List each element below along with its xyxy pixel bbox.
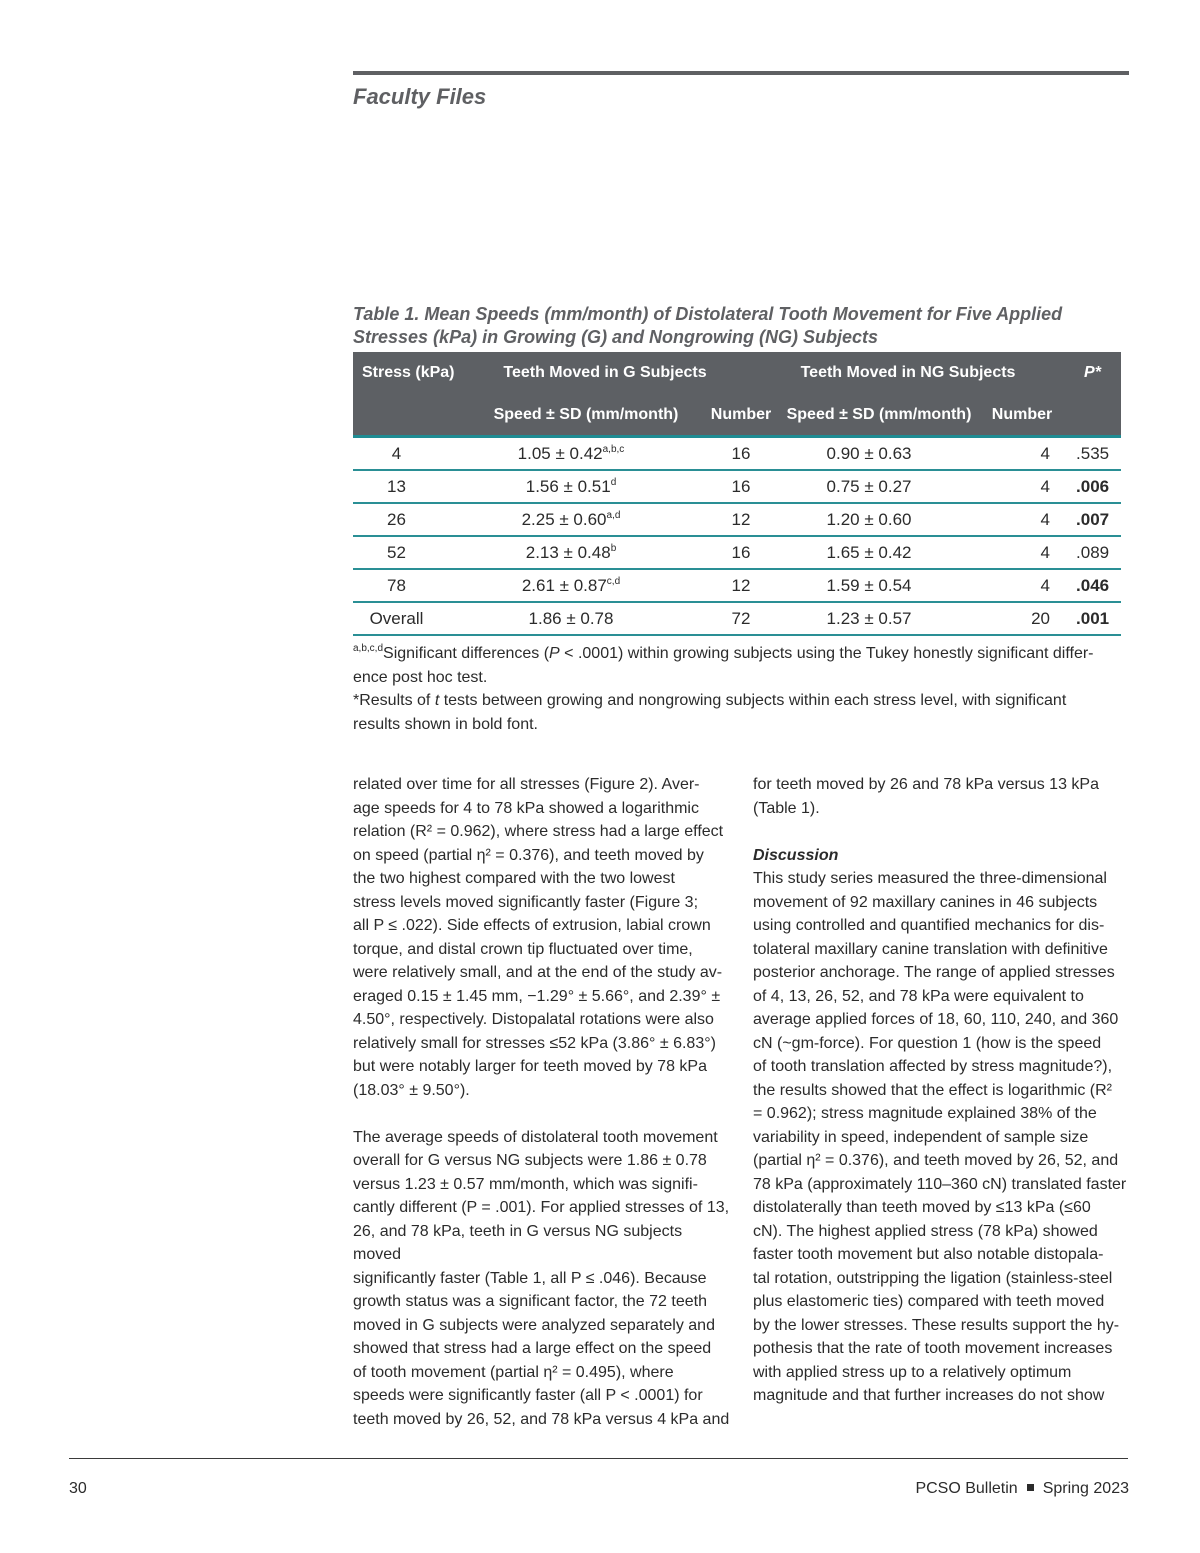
text-line: 78 kPa (approximately 110–360 cN) translated faster — [753, 1175, 1127, 1193]
cell-ng-speed: 1.59 ± 0.54 — [780, 569, 978, 602]
table-subheader-row — [353, 394, 1121, 437]
section-title: Faculty Files — [353, 84, 487, 109]
table-footnotes — [353, 642, 1123, 736]
cell-ng-number: 4 — [978, 437, 1066, 471]
text-line: (Table 1). — [753, 799, 820, 817]
cell-g-speed: 1.86 ± 0.78 — [470, 602, 702, 635]
text-line: magnitude and that further increases do not show — [753, 1387, 1105, 1404]
text-line: movement of 92 maxillary canines in 46 subjects — [753, 893, 1098, 911]
speeds-table — [353, 352, 1121, 636]
cell-ng-number: 20 — [978, 602, 1066, 635]
subheader-blank — [353, 394, 470, 437]
header-g-subjects: Teeth Moved in G Subjects — [503, 364, 707, 381]
text-line: age speeds for 4 to 78 kPa showed a logarithmic — [353, 799, 699, 817]
right-column-intro — [753, 773, 1131, 820]
text-line: average applied forces of 18, 60, 110, 240, and 360 — [753, 1011, 1119, 1028]
top-rule — [353, 71, 1129, 75]
text-line: pothesis that the rate of tooth movement increases — [753, 1340, 1113, 1357]
cell-ng-speed: 1.23 ± 0.57 — [780, 602, 978, 635]
text-line: speeds were significantly faster (all P < .0001) for — [353, 1387, 703, 1404]
text-line: = 0.962); stress magnitude explained 38% of the — [753, 1105, 1097, 1122]
subheader-ng-number: Number — [978, 394, 1066, 437]
text-line: eraged 0.15 ± 1.45 mm, −1.29° ± 5.66°, and 2.39° ± — [353, 987, 721, 1005]
table-header-row — [353, 352, 1121, 394]
cell-stress: 26 — [353, 503, 470, 536]
table-row — [353, 569, 1121, 602]
footnote-t-tests: *Results of t tests between growing and nongrowing subjects within each stress level, with significant results shown in bold font. — [353, 692, 1067, 733]
subheader-ng-speed: Speed ± SD (mm/month) — [780, 394, 978, 437]
text-line: torque, and distal crown tip fluctuated over time, — [353, 940, 693, 958]
text-line: related over time for all stresses (Figure 2). Aver- — [353, 776, 700, 793]
cell-stress: 13 — [353, 470, 470, 503]
page-number: 30 — [69, 1480, 87, 1497]
text-line: using controlled and quantified mechanics for dis- — [753, 917, 1105, 934]
cell-ng-number: 4 — [978, 470, 1066, 503]
text-line: distolaterally than teeth moved by ≤13 kPa (≤60 — [753, 1199, 1091, 1216]
text-line: cN). The highest applied stress (78 kPa) showed — [753, 1222, 1098, 1240]
square-bullet-icon — [1027, 1484, 1034, 1491]
text-line: 4.50°, respectively. Distopalatal rotations were also — [353, 1011, 714, 1028]
cell-ng-speed: 1.20 ± 0.60 — [780, 503, 978, 536]
text-line: variability in speed, independent of sample size — [753, 1128, 1089, 1146]
header-stress: Stress (kPa) — [362, 364, 455, 381]
cell-g-speed: $2.25 \pm 0.60^{a,d}$ — [470, 503, 702, 536]
cell-stress: 4 — [353, 437, 470, 471]
discussion-heading: Discussion — [753, 846, 839, 864]
text-line: the two highest compared with the two lowest — [353, 870, 675, 887]
discussion-body — [753, 867, 1131, 1408]
text-line: cantly different (P = .001). For applied stresses of 13, — [353, 1199, 730, 1216]
cell-g-number: 16 — [702, 437, 780, 471]
cell-p: .089 — [1066, 536, 1121, 569]
text-line: showed that stress had a large effect on the speed — [353, 1340, 712, 1357]
footer-publication: PCSO Bulletin Spring 2023 — [915, 1480, 1129, 1497]
cell-g-speed: 2.13 ± 0.48$^b$ — [470, 536, 702, 569]
cell-ng-number: 4 — [978, 503, 1066, 536]
text-line: significantly faster (Table 1, all P ≤ .046). Because — [353, 1269, 707, 1287]
text-line: all P ≤ .022). Side effects of extrusion, labial crown — [353, 917, 711, 934]
text-line: with applied stress up to a relatively optimum — [753, 1363, 1072, 1381]
cell-stress: Overall — [353, 602, 470, 635]
text-line: teeth moved by 26, 52, and 78 kPa versus 4 kPa and — [353, 1410, 730, 1428]
text-line: versus 1.23 ± 0.57 mm/month, which was signifi- — [353, 1175, 698, 1193]
cell-ng-number: 4 — [978, 569, 1066, 602]
text-line: overall for G versus NG subjects were 1.86 ± 0.78 — [353, 1152, 707, 1169]
text-line: tal rotation, outstripping the ligation (stainless-steel — [753, 1269, 1113, 1287]
text-line: were relatively small, and at the end of the study av- — [353, 964, 723, 981]
text-line: stress levels moved significantly faster (Figure 3; — [353, 893, 699, 911]
cell-ng-speed: 0.75 ± 0.27 — [780, 470, 978, 503]
text-line: (18.03° ± 9.50°). — [353, 1081, 470, 1099]
cell-g-number: 16 — [702, 470, 780, 503]
text-line: 26, and 78 kPa, teeth in G versus NG subjects moved — [353, 1222, 683, 1263]
header-p: P* — [1084, 364, 1101, 381]
text-line: The average speeds of distolateral tooth movement — [353, 1128, 718, 1146]
text-line: of tooth movement (partial η² = 0.495), where — [353, 1363, 674, 1381]
text-line: plus elastomeric ties) compared with teeth moved — [753, 1293, 1105, 1310]
table-row — [353, 437, 1121, 471]
text-line: of tooth translation affected by stress magnitude?), — [753, 1058, 1113, 1075]
cell-p: .046 — [1066, 569, 1121, 602]
footnote-tukey: $^{a,b,c,d}$Significant differences (P < .0001) within growing subjects using the Tukey honestly significant differ- ence post hoc test. — [353, 643, 1094, 686]
right-text-column — [753, 773, 1131, 1408]
text-line: by the lower stresses. These results support the hy- — [753, 1316, 1120, 1334]
text-line: This study series measured the three-dimensional — [753, 870, 1107, 887]
text-line: posterior anchorage. The range of applied stresses — [753, 964, 1115, 981]
subheader-g-speed: Speed ± SD (mm/month) — [470, 394, 702, 437]
text-line: on speed (partial η² = 0.376), and teeth moved by — [353, 846, 704, 864]
text-line — [353, 1102, 731, 1126]
text-line: tolateral maxillary canine translation with definitive — [753, 940, 1108, 958]
table-row — [353, 470, 1121, 503]
text-line: the results showed that the effect is logarithmic (R² — [753, 1081, 1112, 1099]
header-ng-subjects: Teeth Moved in NG Subjects — [800, 364, 1016, 381]
left-text-column — [353, 773, 731, 1431]
table-caption: Table 1. Mean Speeds (mm/month) of Distolateral Tooth Movement for Five Applied Stresses (kPa) in Growing (G) and Nongrowing (NG) Subjects — [353, 304, 1063, 347]
text-line: relatively small for stresses ≤52 kPa (3.86° ± 6.83°) — [353, 1034, 716, 1052]
subheader-blank — [1066, 394, 1121, 437]
cell-g-number: 72 — [702, 602, 780, 635]
text-line: (partial η² = 0.376), and teeth moved by 26, 52, and — [753, 1152, 1119, 1169]
cell-ng-speed: 1.65 ± 0.42 — [780, 536, 978, 569]
table-row — [353, 602, 1121, 635]
subheader-g-number: Number — [702, 394, 780, 437]
text-line: cN (~gm-force). For question 1 (how is the speed — [753, 1034, 1102, 1052]
cell-stress: 52 — [353, 536, 470, 569]
cell-g-number: 12 — [702, 569, 780, 602]
text-line: of 4, 13, 26, 52, and 78 kPa were equivalent to — [753, 987, 1084, 1005]
text-line: for teeth moved by 26 and 78 kPa versus 13 kPa — [753, 776, 1099, 793]
text-line: moved in G subjects were analyzed separately and — [353, 1316, 715, 1334]
cell-stress: 78 — [353, 569, 470, 602]
cell-p: .001 — [1066, 602, 1121, 635]
cell-p: .007 — [1066, 503, 1121, 536]
cell-g-speed: $2.61 \pm 0.87^{c,d}$ — [470, 569, 702, 602]
cell-g-number: 12 — [702, 503, 780, 536]
text-line: relation (R² = 0.962), where stress had a large effect — [353, 823, 724, 840]
cell-g-number: 16 — [702, 536, 780, 569]
cell-ng-number: 4 — [978, 536, 1066, 569]
cell-p: .535 — [1066, 437, 1121, 471]
text-line: growth status was a significant factor, the 72 teeth — [353, 1293, 707, 1310]
text-line: but were notably larger for teeth moved by 78 kPa — [353, 1058, 707, 1075]
text-line: faster tooth movement but also notable distopala- — [753, 1246, 1104, 1263]
cell-g-speed: $1.05 \pm 0.42^{a,b,c}$ — [470, 437, 702, 471]
table-row — [353, 536, 1121, 569]
cell-p: .006 — [1066, 470, 1121, 503]
cell-g-speed: 1.56 ± 0.51$^d$ — [470, 470, 702, 503]
table-row — [353, 503, 1121, 536]
cell-ng-speed: 0.90 ± 0.63 — [780, 437, 978, 471]
footer-rule — [69, 1458, 1128, 1459]
